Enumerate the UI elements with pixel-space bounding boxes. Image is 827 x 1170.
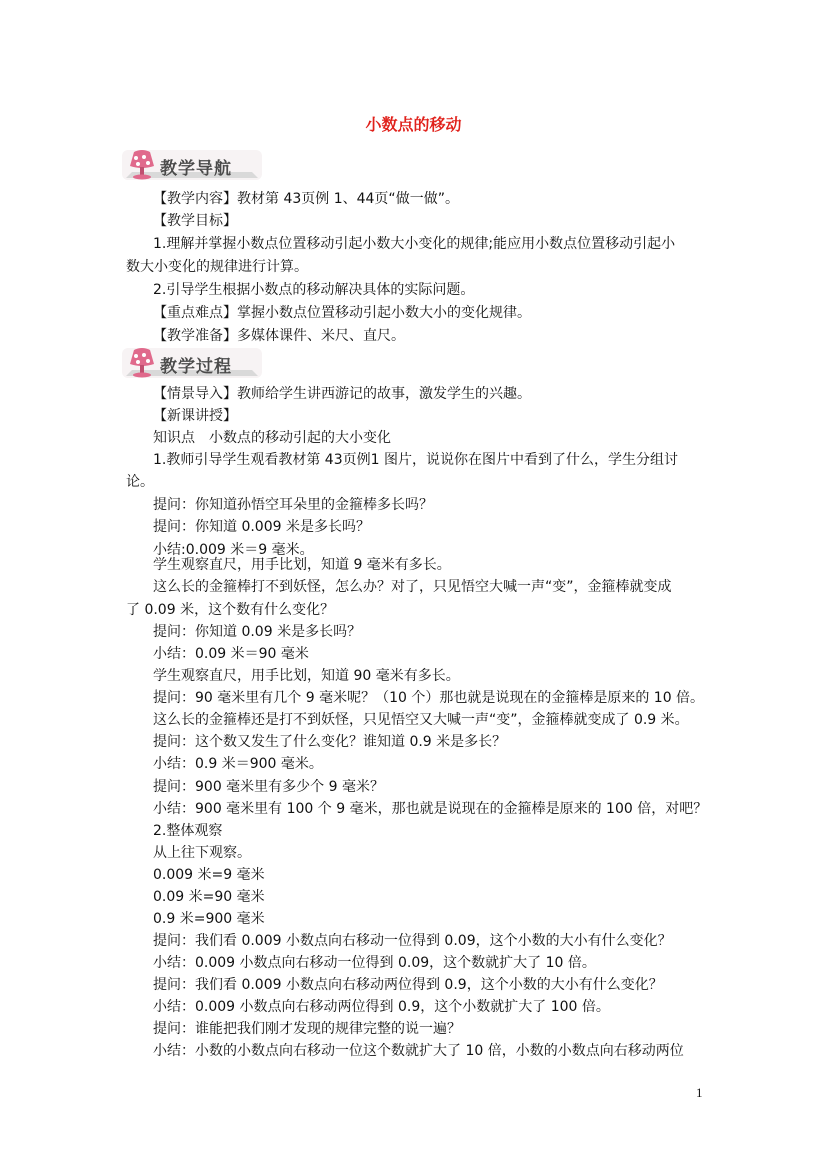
section-banner-process [118,346,268,380]
text-line: 【教学目标】 [153,213,237,229]
text-line: 小结：900 毫米里有 100 个 9 毫米，那也就是说现在的金箍棒是原来的 100 倍，对吧？ [153,801,708,817]
text-line: 学生观察直尺，用手比划，知道 9 毫米有多长。 [153,557,451,573]
text-line: 2.引导学生根据小数点的移动解决具体的实际问题。 [153,282,475,298]
text-line: 0.9 米=900 毫米 [153,911,265,927]
text-line: 小结：小数的小数点向右移动一位这个数就扩大了 10 倍，小数的小数点向右移动两位 [153,1043,684,1059]
text-line: 提问：你知道 0.09 米是多长吗？ [153,624,362,640]
text-line: 【新课讲授】 [153,408,237,424]
section-banner-nav [118,148,268,182]
text-line: 【教学内容】教材第 43页例 1、44页“做一做”。 [153,191,459,207]
text-line: 学生观察直尺，用手比划，知道 90 毫米有多长。 [153,668,460,684]
text-line: 小结：0.09 米＝90 毫米 [153,646,309,662]
text-line: 0.09 米=90 毫米 [153,889,265,905]
page-title: 小数点的移动 [365,115,462,134]
text-line: 提问：这个数又发生了什么变化？谁知道 0.9 米是多长？ [153,734,507,750]
text-line: 提问：我们看 0.009 小数点向右移动两位得到 0.9，这个小数的大小有什么变化？ [153,977,663,993]
text-line: 知识点 小数点的移动引起的大小变化 [153,430,391,446]
banner-label: 教学导航 [160,159,232,179]
text-line: 提问：我们看 0.009 小数点向右移动一位得到 0.09，这个小数的大小有什么变化？ [153,933,672,949]
text-line: 了 0.09 米，这个数有什么变化？ [126,602,335,618]
text-line: 小结：0.009 小数点向右移动一位得到 0.09，这个数就扩大了 10 倍。 [153,955,596,971]
text-line: 提问：你知道孙悟空耳朵里的金箍棒多长吗？ [153,497,433,513]
text-line: 这么长的金箍棒还是打不到妖怪，只见悟空又大喊一声“变”，金箍棒就变成了 0.9 米。 [153,712,689,728]
page-number: 1 [696,1085,703,1100]
text-line: 【情景导入】教师给学生讲西游记的故事，激发学生的兴趣。 [153,386,531,402]
text-line: 1.理解并掌握小数点位置移动引起小数大小变化的规律;能应用小数点位置移动引起小 [153,236,676,252]
text-line: 【教学准备】多媒体课件、米尺、直尺。 [153,328,405,344]
text-line: 【重点难点】掌握小数点位置移动引起小数大小的变化规律。 [153,305,531,321]
text-line: 1.教师引导学生观看教材第 43页例1 图片，说说你在图片中看到了什么，学生分组讨 [153,452,678,468]
text-line: 0.009 米=9 毫米 [153,867,265,883]
text-line: 小结：0.9 米＝900 毫米。 [153,756,323,772]
text-line: 提问：你知道 0.009 米是多长吗？ [153,519,370,535]
text-line: 这么长的金箍棒打不到妖怪，怎么办？对了，只见悟空大喊一声“变”，金箍棒就变成 [153,579,672,595]
text-line: 从上往下观察。 [153,845,251,861]
text-line: 小结：0.009 小数点向右移动两位得到 0.9，这个小数就扩大了 100 倍。 [153,999,610,1015]
banner-label: 教学过程 [160,357,232,377]
text-line: 提问：谁能把我们刚才发现的规律完整的说一遍？ [153,1021,461,1037]
text-line: 论。 [126,474,154,490]
text-line: 小结:0.009 米＝9 毫米。 [153,542,314,558]
text-line: 提问：900 毫米里有多少个 9 毫米？ [153,779,384,795]
text-line: 数大小变化的规律进行计算。 [126,259,308,275]
text-line: 提问：90 毫米里有几个 9 毫米呢？（10 个）那也就是说现在的金箍棒是原来的 10 倍。 [153,690,705,706]
text-line: 2.整体观察 [153,823,223,839]
